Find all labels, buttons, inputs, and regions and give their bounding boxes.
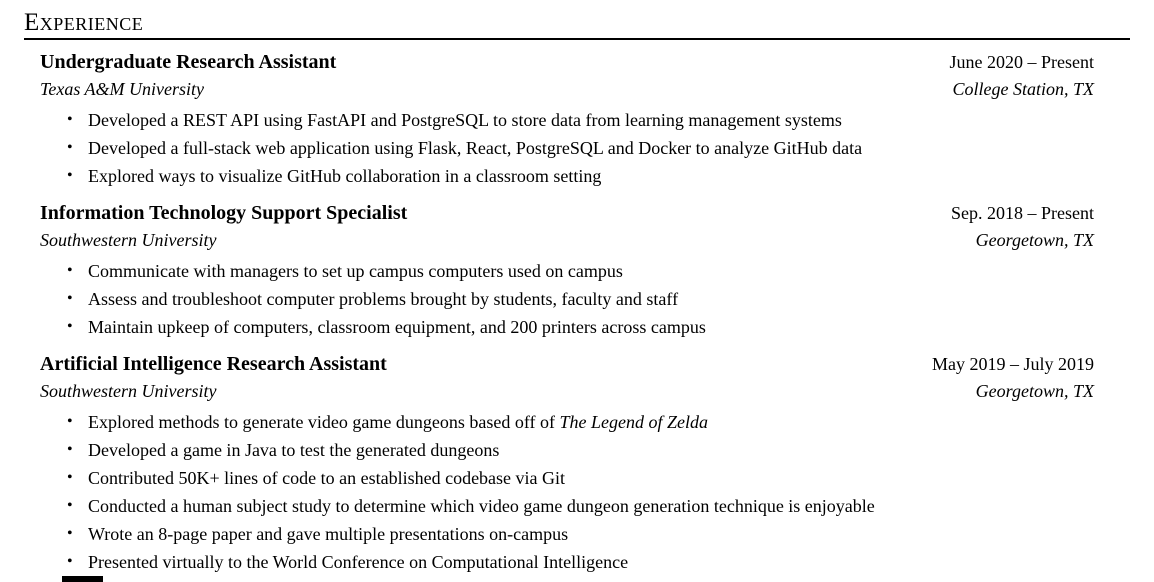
bullet-text-italic: The Legend of Zelda — [559, 412, 709, 432]
job-title-row — [40, 350, 1094, 378]
job-subtitle-row — [40, 378, 1094, 404]
bullet-item — [40, 548, 1094, 576]
bullet-item — [40, 313, 1094, 341]
bullet-text: Explored ways to visualize GitHub collaboration in a classroom setting — [88, 166, 602, 186]
job-bullet-list — [40, 257, 1094, 341]
job-title: Information Technology Support Specialist — [40, 202, 408, 224]
job-dates: May 2019 – July 2019 — [932, 354, 1094, 374]
job-dates: June 2020 – Present — [949, 52, 1094, 72]
job-title-row — [40, 48, 1094, 76]
bullet-text: Wrote an 8-page paper and gave multiple presentations on-campus — [88, 524, 569, 544]
job-entry — [40, 199, 1094, 341]
bullet-text: Developed a game in Java to test the generated dungeons — [88, 440, 500, 460]
job-title: Undergraduate Research Assistant — [40, 51, 337, 73]
experience-entries — [40, 48, 1094, 576]
bullet-text: Developed a full-stack web application using Flask, React, PostgreSQL and Docker to analyze GitHub data — [88, 138, 863, 158]
job-title: Artificial Intelligence Research Assistant — [40, 353, 387, 375]
bullet-item — [40, 285, 1094, 313]
bullet-text: Presented virtually to the World Conference on Computational Intelligence — [88, 552, 629, 572]
job-location: Georgetown, TX — [975, 230, 1094, 250]
section-title-experience: Experience — [24, 9, 144, 36]
job-organization: Texas A&M University — [40, 79, 204, 99]
job-title-row — [40, 199, 1094, 227]
job-organization: Southwestern University — [40, 381, 217, 401]
bullet-item — [40, 257, 1094, 285]
job-bullet-list — [40, 106, 1094, 190]
job-location: Georgetown, TX — [975, 381, 1094, 401]
bullet-text: Developed a REST API using FastAPI and PostgreSQL to store data from learning management systems — [88, 110, 842, 130]
job-location: College Station, TX — [952, 79, 1094, 99]
job-subtitle-row — [40, 227, 1094, 253]
bullet-text: Communicate with managers to set up campus computers used on campus — [88, 261, 623, 281]
bullet-text: Maintain upkeep of computers, classroom equipment, and 200 printers across campus — [88, 317, 706, 337]
bullet-item — [40, 520, 1094, 548]
bullet-item — [40, 408, 1094, 436]
job-bullet-list — [40, 408, 1094, 576]
bullet-text: Conducted a human subject study to determine which video game dungeon generation technique is enjoyable — [88, 496, 875, 516]
bullet-text: Assess and troubleshoot computer problems brought by students, faculty and staff — [88, 289, 679, 309]
bullet-item — [40, 436, 1094, 464]
job-organization: Southwestern University — [40, 230, 217, 250]
section-divider-rule — [24, 38, 1130, 40]
bullet-text: Contributed 50K+ lines of code to an established codebase via Git — [88, 468, 566, 488]
job-dates: Sep. 2018 – Present — [951, 203, 1094, 223]
bullet-text: Explored methods to generate video game dungeons based off of — [88, 412, 560, 432]
job-entry — [40, 350, 1094, 576]
cut-off-next-section-content — [62, 576, 103, 582]
job-entry — [40, 48, 1094, 190]
job-subtitle-row — [40, 76, 1094, 102]
bullet-item — [40, 106, 1094, 134]
bullet-item — [40, 464, 1094, 492]
bullet-item — [40, 134, 1094, 162]
bullet-item — [40, 492, 1094, 520]
bullet-item — [40, 162, 1094, 190]
